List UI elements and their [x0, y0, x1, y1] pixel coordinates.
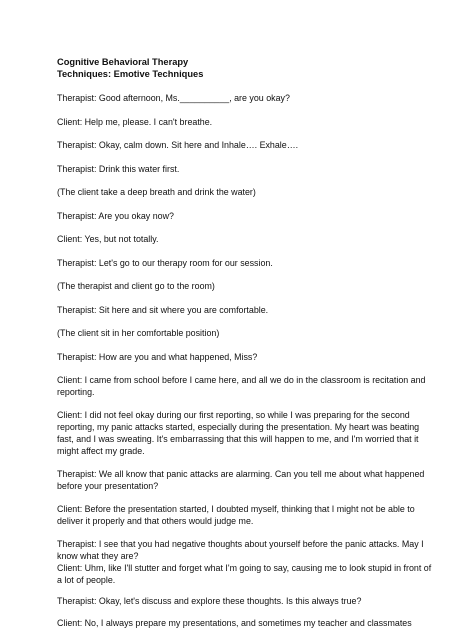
text-line: fast, and I was sweating. It's embarrassing that this will happen to me, and I'm worried that it	[57, 434, 419, 444]
text-line: Client: No, I always prepare my presentations, and sometimes my teacher and classmates	[57, 618, 412, 628]
dialogue-paragraph	[57, 351, 427, 363]
stage-direction	[57, 280, 427, 292]
text-line: (The client sit in her comfortable position)	[57, 328, 220, 338]
text-line: Therapist: How are you and what happened, Miss?	[57, 352, 258, 362]
text-line: Therapist: Okay, let's discuss and explore these thoughts. Is this always true?	[57, 596, 362, 606]
text-line: reporting.	[57, 387, 95, 397]
dialogue-paragraph	[57, 257, 427, 269]
dialogue-paragraph	[57, 595, 427, 607]
dialogue-paragraph	[57, 163, 427, 175]
dialogue-paragraph	[57, 617, 427, 629]
dialogue-paragraph	[57, 210, 427, 222]
text-line: Therapist: Let's go to our therapy room for our session.	[57, 258, 273, 268]
dialogue-paragraph	[57, 468, 427, 492]
text-line: know what they are?	[57, 551, 139, 561]
text-line: Therapist: We all know that panic attacks are alarming. Can you tell me about what happened	[57, 469, 425, 479]
dialogue-paragraph	[57, 233, 427, 245]
text-line: Therapist: Sit here and sit where you are comfortable.	[57, 305, 269, 315]
dialogue-paragraph	[57, 116, 427, 128]
text-line: Therapist: Drink this water first.	[57, 164, 180, 174]
stage-direction	[57, 186, 427, 198]
text-line: deliver it properly and that others would judge me.	[57, 516, 254, 526]
text-line: reporting, my panic attacks started, especially during the presentation. My heart was beating	[57, 422, 420, 432]
text-line: Therapist: I see that you had negative thoughts about yourself before the panic attacks. May I	[57, 539, 424, 549]
text-line: Therapist: Good afternoon, Ms.__________, are you okay?	[57, 93, 290, 103]
document-title	[57, 56, 203, 80]
dialogue-paragraph	[57, 538, 432, 586]
text-line: a lot of people.	[57, 575, 116, 585]
text-line: Client: Before the presentation started, I doubted myself, thinking that I might not be able to	[57, 504, 415, 514]
text-line: Client: I came from school before I came here, and all we do in the classroom is recitation and	[57, 375, 426, 385]
dialogue-paragraph	[57, 374, 427, 398]
text-line: (The therapist and client go to the room)	[57, 281, 215, 291]
text-line: (The client take a deep breath and drink the water)	[57, 187, 256, 197]
dialogue-paragraph	[57, 503, 427, 527]
dialogue-paragraph	[57, 92, 427, 104]
text-line: before your presentation?	[57, 481, 159, 491]
text-line: Therapist: Okay, calm down. Sit here and Inhale…. Exhale….	[57, 140, 299, 150]
text-line: Client: I did not feel okay during our first reporting, so while I was preparing for the second	[57, 410, 410, 420]
text-line: Client: Help me, please. I can't breathe.	[57, 117, 213, 127]
text-line: Client: Uhm, like I'll stutter and forget what I'm going to say, causing me to look stupid in front of	[57, 563, 432, 573]
title-line: Techniques: Emotive Techniques	[57, 69, 204, 79]
dialogue-paragraph	[57, 304, 427, 316]
stage-direction	[57, 327, 427, 339]
dialogue-paragraph	[57, 139, 427, 151]
text-line: might affect my grade.	[57, 446, 145, 456]
text-line: Client: Yes, but not totally.	[57, 234, 159, 244]
title-line: Cognitive Behavioral Therapy	[57, 57, 189, 67]
dialogue-paragraph	[57, 409, 427, 457]
text-line: Therapist: Are you okay now?	[57, 211, 174, 221]
